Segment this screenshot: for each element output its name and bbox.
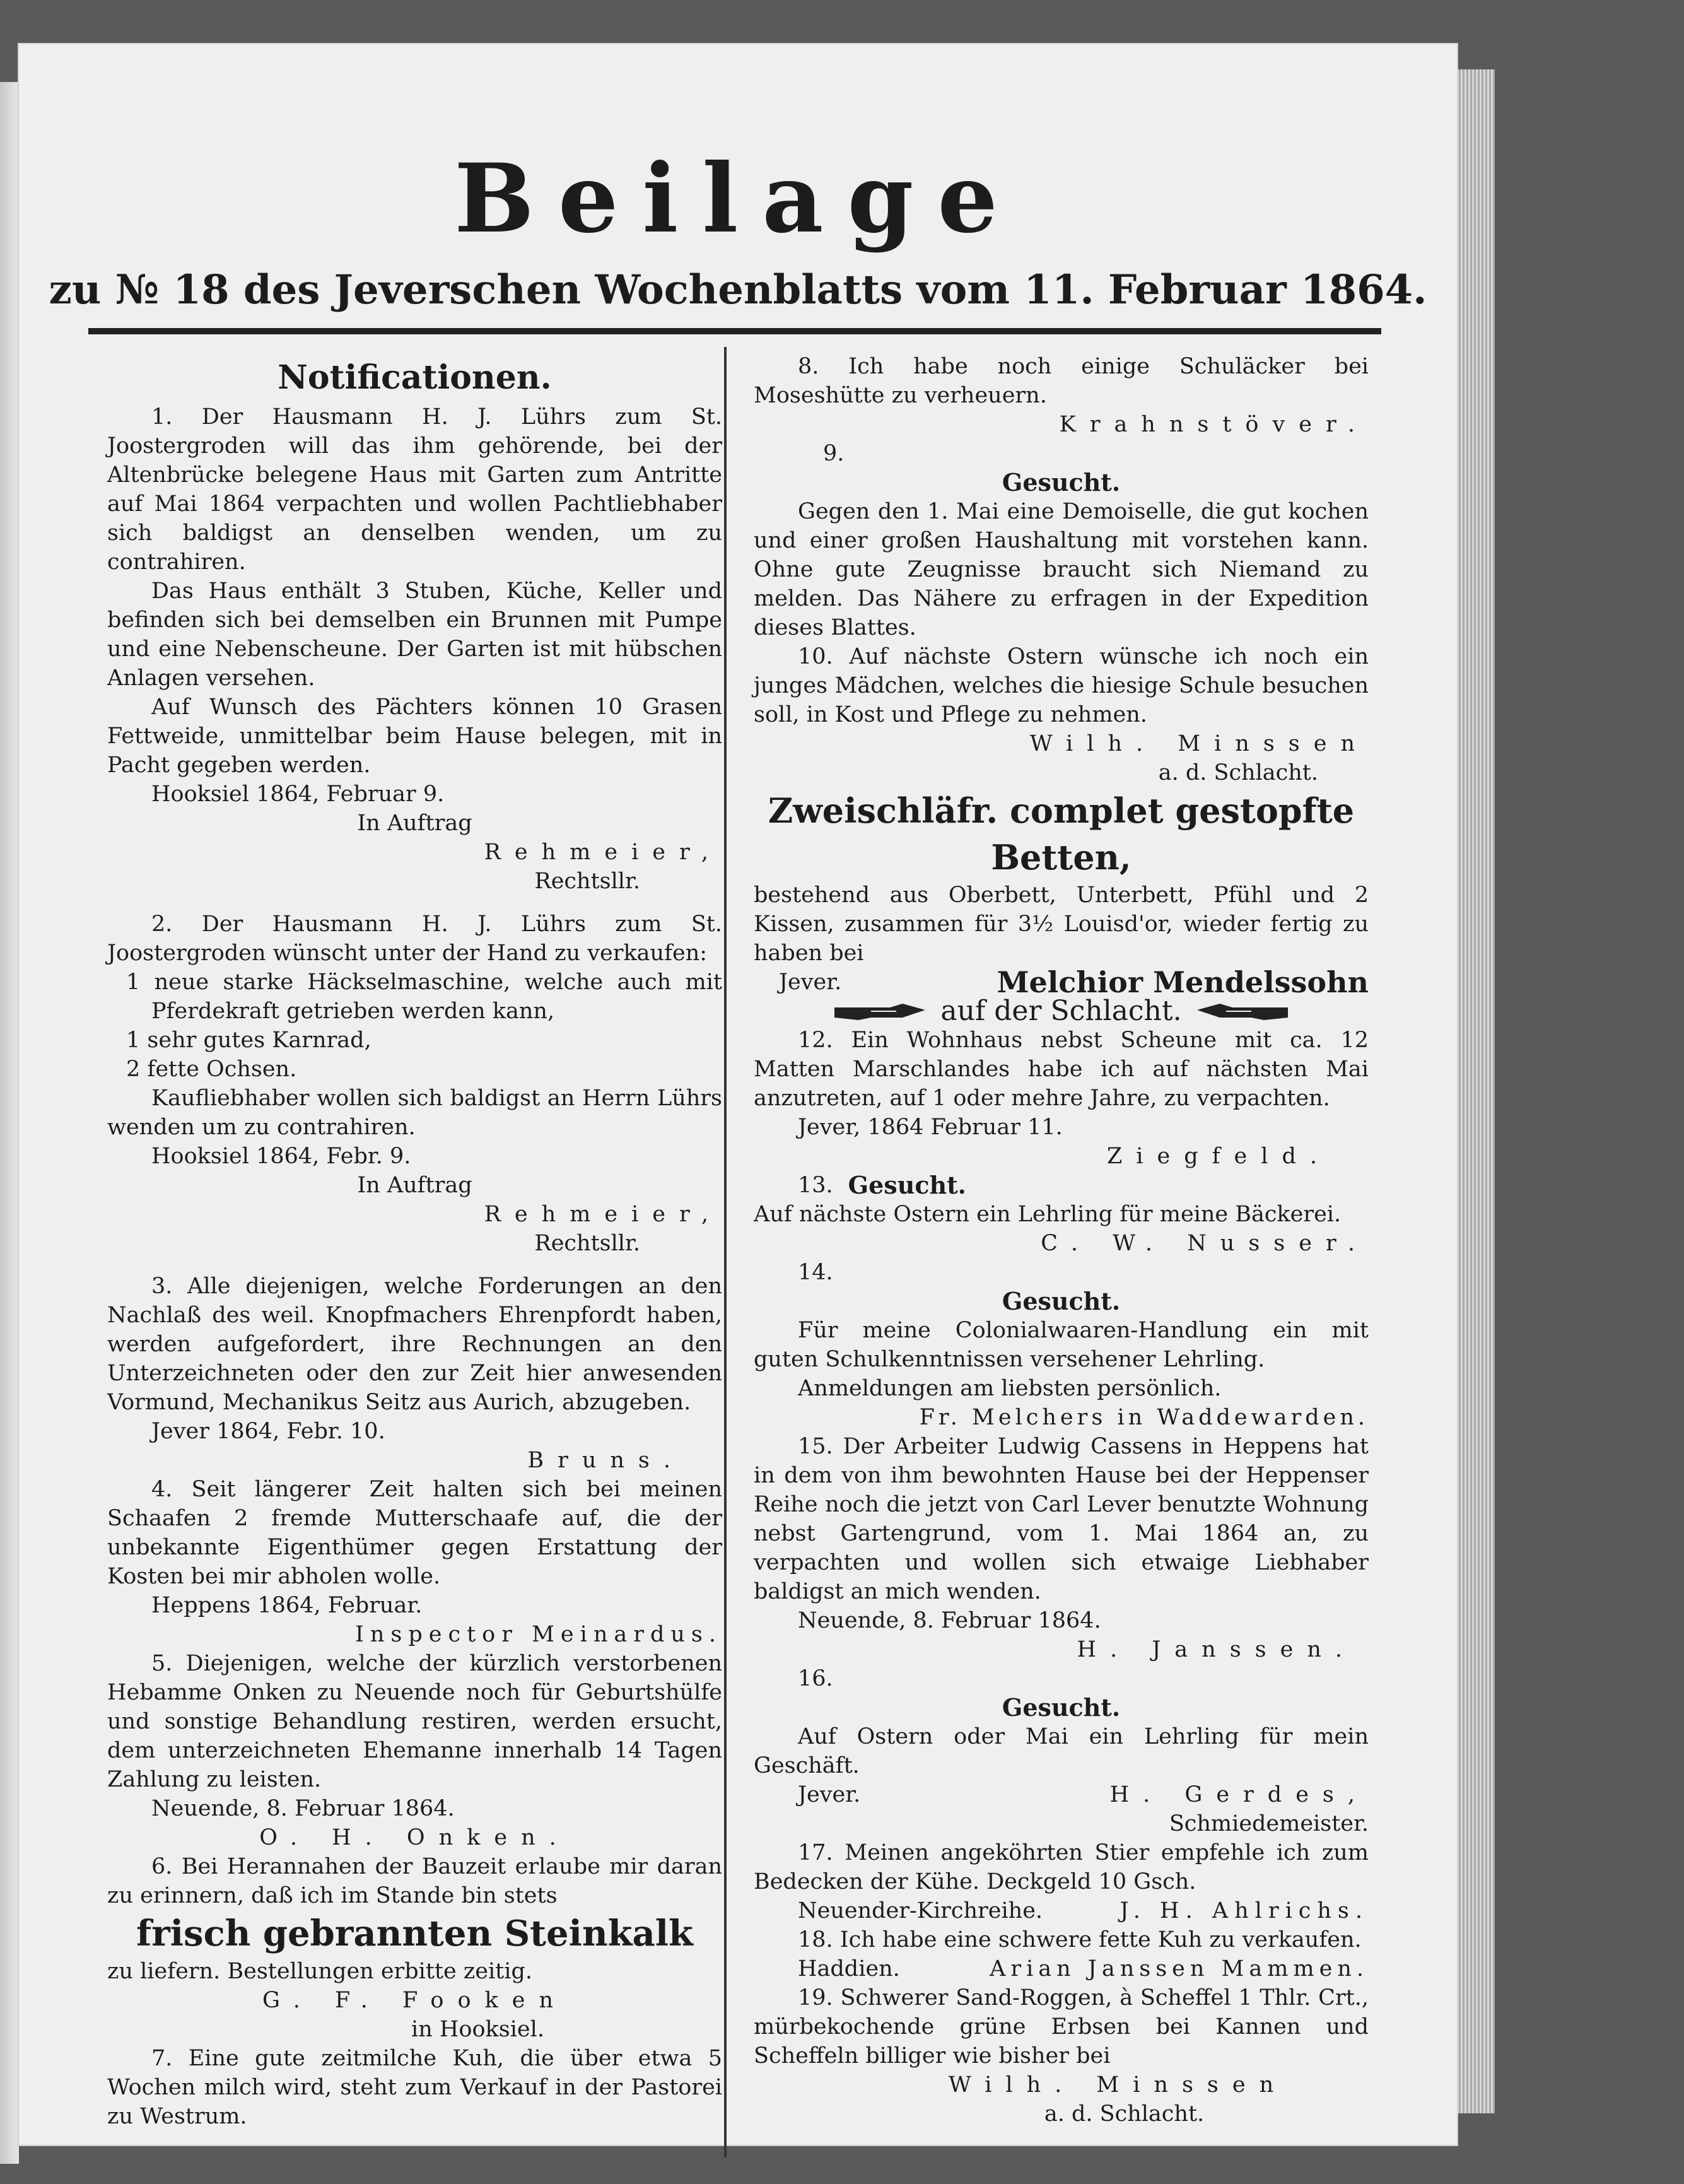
notice-9-number: 9. xyxy=(823,441,845,466)
page-title: Beilage xyxy=(454,143,1022,254)
notice-15-date: Neuende, 8. Februar 1864. xyxy=(798,1608,1101,1633)
notice-6-text-2: zu liefern. Bestellungen erbitte zeitig. xyxy=(107,1959,532,1984)
notice-2-auftrag: In Auftrag xyxy=(357,1173,472,1198)
notice-10-signature: Wilh. Minssen xyxy=(1029,731,1369,756)
notice-15-signature: H. Janssen. xyxy=(1077,1637,1356,1662)
header-rule xyxy=(88,328,1381,334)
notice-3-signature: Bruns. xyxy=(527,1448,684,1473)
notice-2-item-1: 1 neue starke Häckselmaschine, welche auch mit Pferdekraft getrieben werden kann, xyxy=(126,970,722,1024)
notice-18-signature-row xyxy=(754,1954,1369,1983)
notice-16-text: Auf Ostern oder Mai ein Lehrling für mein Geschäft. xyxy=(754,1724,1369,1778)
notice-17-text: 17. Meinen angeköhrten Stier empfehle ich zum Bedecken der Kühe. Deckgeld 10 Gsch. xyxy=(754,1840,1369,1894)
pointing-hand-right-icon xyxy=(833,999,928,1024)
notice-3-text: 3. Alle diejenigen, welche Forderungen an den Nachlaß des weil. Knopfmachers Ehrenpfordt haben, werden aufgefordert, ihre Rechnungen an den Unterzeichneten oder den zur Zeit hier anwesenden Vormund, Mechanikus Seitz aus Aurich, abzugeben. xyxy=(107,1274,722,1415)
notice-4-signature: Inspector Meinardus. xyxy=(355,1622,722,1647)
notice-11-address: auf der Schlacht. xyxy=(940,995,1182,1027)
notice-18-signature: Arian Janssen Mammen. xyxy=(990,1956,1369,1981)
notice-2-title: Rechtsllr. xyxy=(534,1231,640,1256)
notice-5-date: Neuende, 8. Februar 1864. xyxy=(151,1796,455,1821)
notice-11-headline: Zweischläfr. complet gestopfte Betten, xyxy=(768,790,1355,878)
notice-2-text: 2. Der Hausmann H. J. Lührs zum St. Joostergroden wünscht unter der Hand zu verkaufen: xyxy=(107,912,722,966)
notice-18-place: Haddien. xyxy=(798,1956,900,1981)
notice-17-place: Neuender-Kirchreihe. xyxy=(798,1898,1043,1923)
notice-19-signature: Wilh. Minssen xyxy=(948,2072,1288,2098)
notice-9-heading: Gesucht. xyxy=(1002,468,1121,496)
notice-8-signature: Krahnstöver. xyxy=(1059,412,1369,437)
notice-16-heading: Gesucht. xyxy=(1002,1693,1121,1722)
notice-13-text: Auf nächste Ostern ein Lehrling für meine Bäckerei. xyxy=(754,1202,1342,1227)
notice-6-signature: G. F. Fooken xyxy=(262,1988,568,2013)
notice-16-number: 16. xyxy=(798,1666,833,1691)
notice-2-item-3: 2 fette Ochsen. xyxy=(126,1057,297,1082)
notice-2-signature: Rehmeier, xyxy=(484,1202,722,1227)
notice-5-signature: O. H. Onken. xyxy=(259,1825,570,1850)
notice-2-item-2: 1 sehr gutes Karnrad, xyxy=(126,1028,371,1053)
notice-4-date: Heppens 1864, Februar. xyxy=(151,1593,423,1618)
notice-16-signature: H. Gerdes, xyxy=(1109,1782,1369,1807)
notice-1-auftrag: In Auftrag xyxy=(357,811,472,836)
newspaper-page xyxy=(19,44,1457,2145)
notice-16-signature-row xyxy=(754,1780,1369,1809)
notice-14-signature: Fr. Melchers in Waddewarden. xyxy=(919,1405,1369,1430)
notice-14-heading: Gesucht. xyxy=(1002,1287,1121,1315)
left-column xyxy=(107,352,722,2131)
notice-1-text-3: Auf Wunsch des Pächters können 10 Grasen Fettweide, unmittelbar beim Hause belegen, mit in Pacht gegeben werden. xyxy=(107,695,722,778)
column-divider xyxy=(724,347,727,2158)
notice-10-text: 10. Auf nächste Ostern wünsche ich noch ein junges Mädchen, welches die hiesige Schule besuchen soll, in Kost und Pflege zu nehmen. xyxy=(754,644,1369,727)
notice-9-text: Gegen den 1. Mai eine Demoiselle, die gut kochen und einer großen Haushaltung mit vorstehen kann. Ohne gute Zeugnisse braucht sich Niemand zu melden. Das Nähere zu erfragen in der Expedition dieses Blattes. xyxy=(754,499,1369,640)
notice-1-date: Hooksiel 1864, Februar 9. xyxy=(151,782,445,807)
notice-13-head-row xyxy=(754,1171,1369,1200)
notice-14-text-2: Anmeldungen am liebsten persönlich. xyxy=(798,1376,1222,1401)
notice-11-text: bestehend aus Oberbett, Unterbett, Pfühl und 2 Kissen, zusammen für 3½ Louisd'or, wieder fertig zu haben bei xyxy=(754,883,1369,966)
notice-12-date: Jever, 1864 Februar 11. xyxy=(798,1115,1063,1140)
notice-2-date: Hooksiel 1864, Febr. 9. xyxy=(151,1144,411,1169)
notice-1-text-2: Das Haus enthält 3 Stuben, Küche, Keller und befinden sich bei demselben ein Brunnen mit Pumpe und eine Nebenscheune. Der Garten ist mit hübschen Anlagen versehen. xyxy=(107,578,722,691)
adjacent-page-edge xyxy=(0,82,19,2164)
notice-6-headline: frisch gebrannten Steinkalk xyxy=(136,1913,693,1954)
notice-1-title: Rechtsllr. xyxy=(534,869,640,894)
notice-19-place: a. d. Schlacht. xyxy=(1044,2101,1205,2127)
notice-14-text: Für meine Colonialwaaren-Handlung ein mit guten Schulkenntnissen versehener Lehrling. xyxy=(754,1318,1369,1372)
notice-10-place: a. d. Schlacht. xyxy=(1158,760,1318,785)
book-page-edges xyxy=(1457,69,1495,2113)
notice-15-text: 15. Der Arbeiter Ludwig Cassens in Heppens hat in dem von ihm bewohnten Hause bei der Heppenser Reihe noch die jetzt von Carl Lever benutzte Wohnung nebst Gartengrund, vom 1. Mai 1864 an, zu verpachten und wollen sich etwaige Liebhaber baldigst an mich wenden. xyxy=(754,1434,1369,1604)
notice-16-title: Schmiedemeister. xyxy=(1169,1811,1369,1836)
notice-1-signature: Rehmeier, xyxy=(484,840,722,865)
notice-12-text: 12. Ein Wohnhaus nebst Scheune mit ca. 12 Matten Marschlandes habe ich auf nächsten Mai anzutreten, auf 1 oder mehre Jahre, zu verpachten. xyxy=(754,1028,1369,1111)
notice-11-place: Jever. xyxy=(779,970,842,995)
notice-2-text-2: Kaufliebhaber wollen sich baldigst an Herrn Lührs wenden um zu contrahiren. xyxy=(107,1086,722,1140)
notice-7-text: 7. Eine gute zeitmilche Kuh, die über etwa 5 Wochen milch wird, steht zum Verkauf in der Pastorei zu Westrum. xyxy=(107,2046,722,2129)
notice-5-text: 5. Diejenigen, welche der kürzlich verstorbenen Hebamme Onken zu Neuende noch für Geburtshülfe und sonstige Behandlung restiren, werden ersucht, dem unterzeichneten Ehemanne innerhalb 14 Tagen Zahlung zu leisten. xyxy=(107,1651,722,1792)
notice-18-text: 18. Ich habe eine schwere fette Kuh zu verkaufen. xyxy=(798,1927,1362,1952)
notice-19-text: 19. Schwerer Sand-Roggen, à Scheffel 1 Thlr. Crt., mürbekochende grüne Erbsen bei Kannen und Scheffeln billiger wie bisher bei xyxy=(754,1985,1369,2069)
notice-14-number: 14. xyxy=(798,1260,833,1285)
notice-6-place: in Hooksiel. xyxy=(411,2017,544,2042)
notice-6-text: 6. Bei Herannahen der Bauzeit erlaube mir daran zu erinnern, daß ich im Stande bin stets xyxy=(107,1854,722,1908)
notice-17-signature-row xyxy=(754,1896,1369,1925)
notice-13-heading: Gesucht. xyxy=(848,1171,966,1199)
pointing-hand-left-icon xyxy=(1195,999,1289,1024)
notice-17-signature: J. H. Ahlrichs. xyxy=(1120,1898,1369,1923)
notice-11-address-row xyxy=(754,997,1369,1026)
notice-3-date: Jever 1864, Febr. 10. xyxy=(151,1419,385,1444)
notice-4-text: 4. Seit längerer Zeit halten sich bei meinen Schaafen 2 fremde Mutterschaafe auf, die der unbekannte Eigenthümer gegen Erstattung der Kosten bei mir abholen wolle. xyxy=(107,1477,722,1589)
notice-11-name: Melchior Mendelssohn xyxy=(997,965,1369,999)
page-subtitle: zu № 18 des Jeverschen Wochenblatts vom 11. Februar 1864. xyxy=(49,266,1427,314)
notice-13-number: 13. xyxy=(798,1173,833,1198)
notice-12-signature: Ziegfeld. xyxy=(1106,1144,1331,1169)
notice-13-signature: C. W. Nusser. xyxy=(1041,1231,1369,1256)
notice-16-place: Jever. xyxy=(798,1782,861,1807)
section-title: Notificationen. xyxy=(278,358,552,397)
right-column xyxy=(754,352,1369,2128)
notice-11-signature-row xyxy=(754,965,1369,999)
notice-1-text: 1. Der Hausmann H. J. Lührs zum St. Joostergroden will das ihm gehörende, bei der Altenbrücke belegene Haus mit Garten zum Antritte auf Mai 1864 verpachten und wollen Pachtliebhaber sich baldigst an denselben wenden, um zu contrahiren. xyxy=(107,404,722,575)
notice-8-text: 8. Ich habe noch einige Schuläcker bei Moseshütte zu verheuern. xyxy=(754,354,1369,408)
